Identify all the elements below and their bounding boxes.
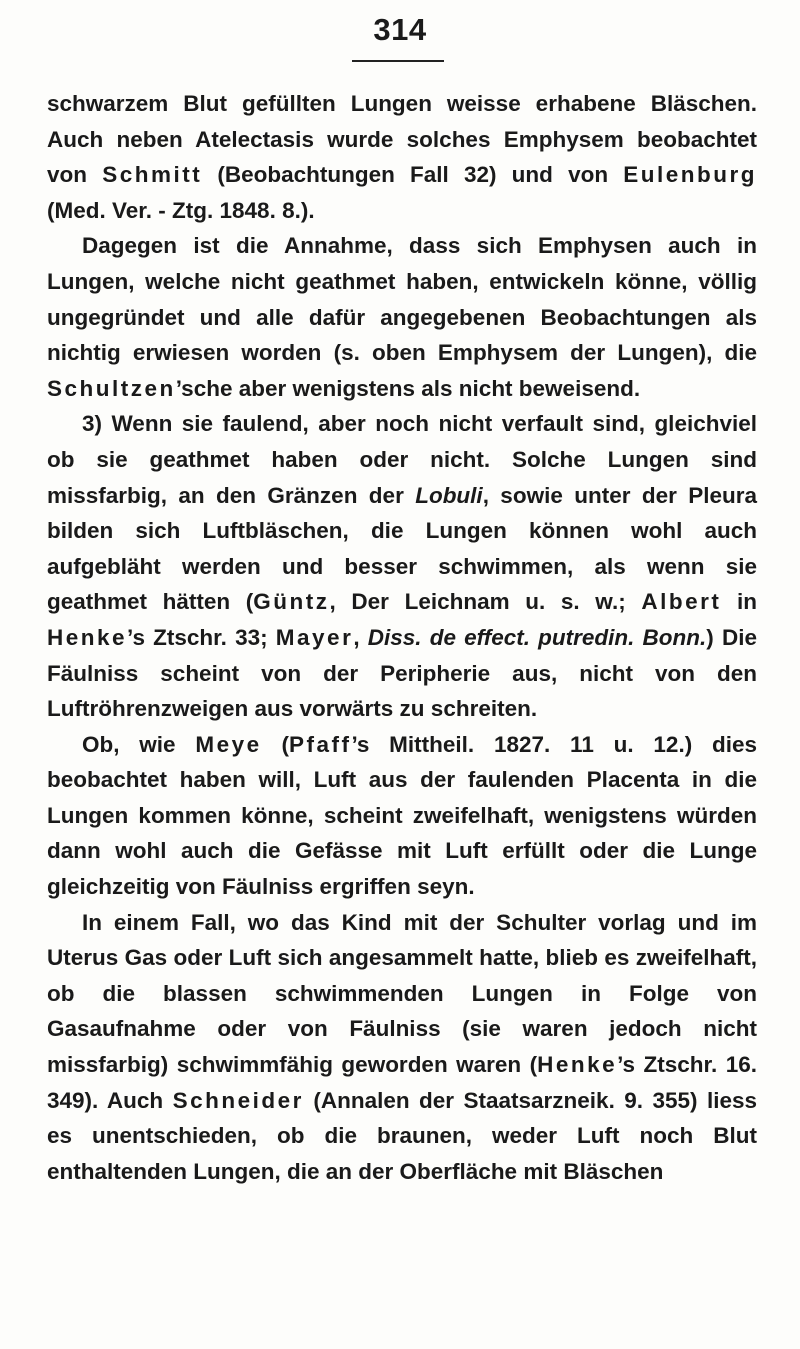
paragraph [47, 727, 757, 905]
text-run: in [721, 589, 757, 615]
body-text [47, 86, 757, 1189]
italic-term: Diss. de effect. putredin. Bonn. [367, 624, 707, 650]
author-name: Schultzen [47, 375, 176, 401]
author-name: Meye [195, 731, 262, 757]
author-name: Albert [641, 589, 722, 615]
paragraph [47, 228, 757, 406]
text-run: schwarzem Blut gefüllten Lungen weisse erhabene Bläschen. Auch neben Atelectasis wurde solches Emphysem beobachtet von [47, 91, 757, 188]
text-run: ’s Ztschr. 16. 349). Auch [47, 1052, 757, 1113]
page-number: 314 [373, 12, 427, 47]
text-run: ( [261, 731, 289, 757]
author-name: Schmitt [102, 162, 203, 188]
text-run: Dagegen ist die Annahme, dass sich Emphysen auch in Lungen, welche nicht geathmet haben, entwickeln könne, völlig ungegründet und alle dafür angegebenen Beobachtungen als nichtig erwiesen worden (s. oben Emphysem der Lungen), die [47, 233, 757, 366]
text-run: , sowie unter der Pleura bilden sich Luftbläschen, die Lungen können wohl auch aufgebläht werden und besser schwimmen, als wenn sie geathmet hätten ( [47, 482, 758, 615]
text-run: ’sche aber wenigstens als nicht beweisend. [175, 375, 641, 401]
text-run: ’s Ztschr. 33; [127, 624, 276, 650]
text-run: (Beobachtungen Fall 32) und von [202, 162, 624, 188]
text-run: ’s Mittheil. 1827. 11 u. 12.) dies beobachtet haben will, Luft aus der faulenden Placenta in die Lungen kommen könne, scheint zweifelhaft, wenigstens würden dann wohl auch die Gefässe mit Luft erfüllt oder die Lunge gleichzeitig von Fäulniss ergriffen seyn. [47, 731, 758, 900]
paragraph [47, 86, 757, 228]
text-run: , Der Leichnam u. s. w.; [329, 589, 642, 615]
text-run: (Annalen der Staatsarzneik. 9. 355) liess es unentschieden, ob die braunen, weder Luft noch Blut enthaltenden Lungen, die an der Oberfläche mit Bläschen [47, 1087, 757, 1184]
author-name: Henke [47, 624, 128, 650]
italic-term: Lobuli [415, 482, 483, 508]
author-name: Eulenburg [623, 162, 757, 188]
paragraph [47, 406, 757, 726]
author-name: Henke [537, 1052, 618, 1078]
author-name: Mayer [275, 624, 354, 650]
page-number-underline [352, 60, 444, 62]
author-name: Pfaff [288, 731, 352, 757]
text-run: (Med. Ver. - Ztg. 1848. 8.). [47, 197, 315, 223]
text-run: , [353, 624, 368, 650]
text-run: Ob, wie [82, 731, 196, 757]
author-name: Güntz [253, 589, 330, 615]
paragraph [47, 905, 757, 1190]
text-run: ) Die Fäulniss scheint von der Peripherie aus, nicht von den Luftröhrenzweigen aus vorwärts zu schreiten. [47, 624, 757, 722]
text-run: 3) Wenn sie faulend, aber noch nicht verfault sind, gleichviel ob sie geathmet haben oder nicht. Solche Lungen sind missfarbig, an den Gränzen der [47, 411, 757, 508]
author-name: Schneider [172, 1087, 304, 1113]
text-run: In einem Fall, wo das Kind mit der Schulter vorlag und im Uterus Gas oder Luft sich angesammelt hatte, blieb es zweifelhaft, ob die blassen schwimmenden Lungen in Folge von Gasaufnahme oder von Fäulniss (sie waren jedoch nicht missfarbig) schwimmfähig geworden waren ( [47, 909, 757, 1078]
